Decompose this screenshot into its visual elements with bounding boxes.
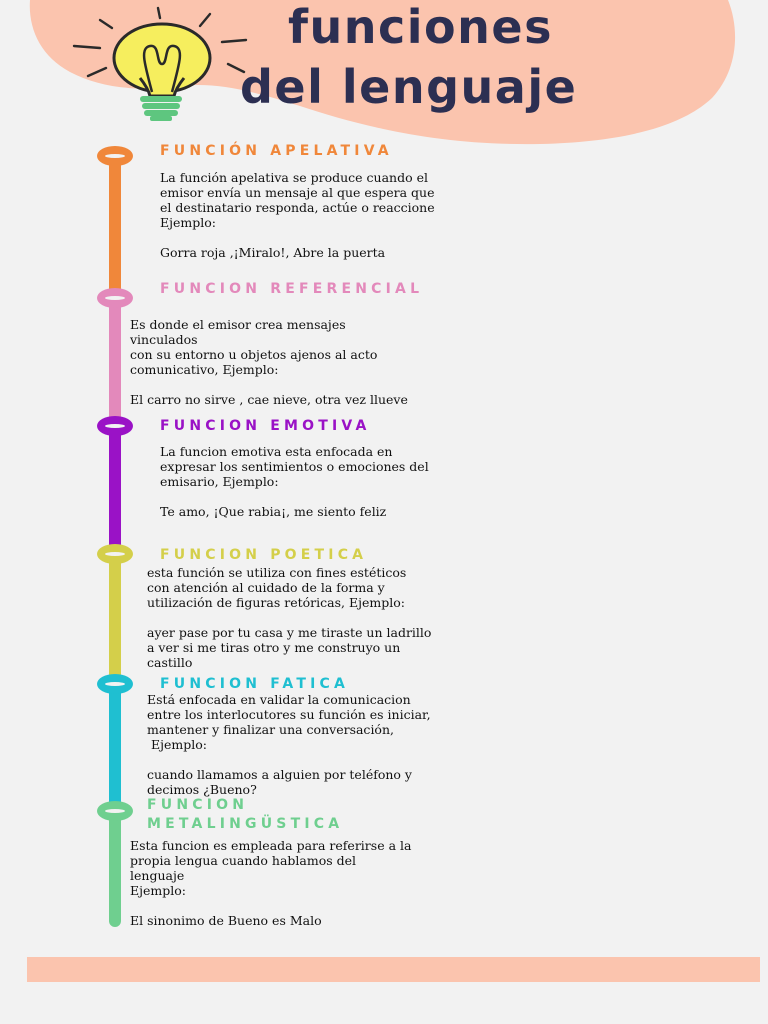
heading-apelativa: FUNCIÓN APELATIVA	[160, 143, 393, 159]
page-title-line1: funciones	[288, 0, 553, 54]
heading-poetica: FUNCION POETICA	[160, 547, 368, 563]
example-fatica-line1: cuando llamamos a alguien por teléfono y	[147, 767, 412, 782]
example-fatica-line2: decimos ¿Bueno?	[147, 782, 257, 797]
example-referencial: El carro no sirve , cae nieve, otra vez llueve	[130, 392, 408, 407]
timeline-node-fatica	[97, 674, 133, 694]
timeline-segment-apelativa	[109, 160, 121, 300]
timeline-segment-poetica	[109, 556, 121, 684]
timeline-node-poetica	[97, 544, 133, 564]
timeline-node-referencial	[97, 288, 133, 308]
text-poetica: esta función se utiliza con fines estéticos con atención al cuidado de la forma y utilización de figuras retóricas, Ejemplo: ayer pase por tu casa y me tiraste un ladrillo a ver si me tiras otro y me construyo un castillo	[147, 565, 432, 670]
timeline-segment-fatica	[109, 684, 121, 812]
timeline-segment-emotiva	[109, 428, 121, 556]
text-apelativa: La función apelativa se produce cuando el emisor envía un mensaje al que espera que el destinatario responda, actúe o reaccione Ejemplo: Gorra roja ,¡Miralo!, Abre la puerta	[160, 170, 435, 260]
heading-referencial: FUNCION REFERENCIAL	[160, 281, 424, 297]
example-poetica-line3: castillo	[147, 655, 193, 670]
text-emotiva: La funcion emotiva esta enfocada en expresar los sentimientos o emociones del emisario, Ejemplo: Te amo, ¡Que rabia¡, me siento feliz	[160, 444, 429, 519]
heading-fatica: FUNCION FATICA	[160, 676, 349, 692]
example-metalinguistica: El sinonimo de Bueno es Malo	[130, 913, 322, 928]
timeline-node-apelativa	[97, 146, 133, 166]
timeline-node-metalinguistica	[97, 801, 133, 821]
footer-bar	[27, 957, 760, 982]
example-emotiva: Te amo, ¡Que rabia¡, me siento feliz	[160, 504, 387, 519]
page-title-line2: del lenguaje	[240, 60, 578, 114]
heading-metalinguistica-line2: METALINGÜSTICA	[147, 816, 344, 832]
text-fatica: Está enfocada en validar la comunicacion entre los interlocutores su función es iniciar, mantener y finalizar una conversación, Ejemplo: cuando llamamos a alguien por teléfono y decimos ¿Bueno?	[147, 692, 431, 797]
text-metalinguistica: Esta funcion es empleada para referirse a la propia lengua cuando hablamos del lenguaje Ejemplo: El sinonimo de Bueno es Malo	[130, 838, 412, 928]
example-poetica-line1: ayer pase por tu casa y me tiraste un ladrillo	[147, 625, 432, 640]
timeline-segment-referencial	[109, 300, 121, 428]
heading-metalinguistica-line1: FUNCION	[147, 797, 249, 813]
timeline-node-emotiva	[97, 416, 133, 436]
text-referencial: Es donde el emisor crea mensajes vinculados con su entorno u objetos ajenos al acto comunicativo, Ejemplo: El carro no sirve , cae nieve, otra vez llueve	[130, 317, 408, 407]
heading-emotiva: FUNCION EMOTIVA	[160, 418, 371, 434]
example-apelativa: Gorra roja ,¡Miralo!, Abre la puerta	[160, 245, 386, 260]
lightbulb-icon	[70, 2, 250, 124]
timeline-segment-metalinguistica	[109, 812, 121, 927]
example-poetica-line2: a ver si me tiras otro y me construyo un	[147, 640, 401, 655]
